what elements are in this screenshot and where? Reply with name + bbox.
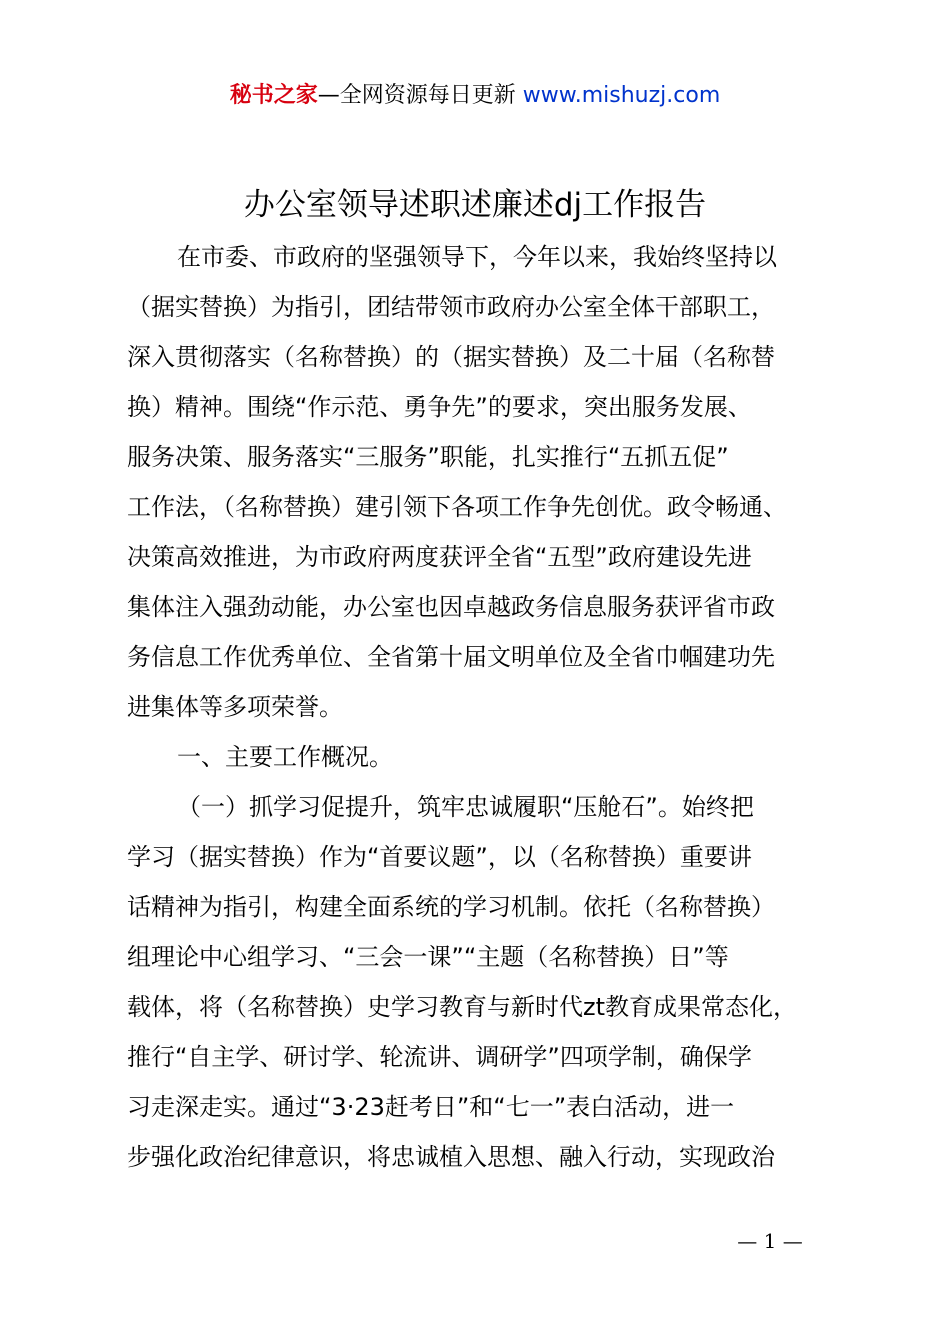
body-line: 推行“自主学、研讨学、轮流讲、调研学”四项学制，确保学 bbox=[127, 1043, 752, 1071]
site-url[interactable]: www.mishuzj.com bbox=[522, 83, 721, 108]
site-tagline: —全网资源每日更新 bbox=[317, 83, 523, 108]
document-title: 办公室领导述职述廉述dj工作报告 bbox=[243, 187, 707, 223]
body-line: 进集体等多项荣誉。 bbox=[127, 693, 343, 721]
body-line: 步强化政治纪律意识，将忠诚植入思想、融入行动，实现政治 bbox=[127, 1143, 775, 1171]
page-number: — 1 — bbox=[737, 1229, 803, 1253]
body-line: 组理论中心组学习、“三会一课”“主题（名称替换）日”等 bbox=[127, 943, 729, 971]
body-line: 服务决策、服务落实“三服务”职能，扎实推行“五抓五促” bbox=[127, 443, 729, 471]
body-line: 深入贯彻落实（名称替换）的（据实替换）及二十届（名称替 bbox=[127, 343, 775, 371]
body-line: 在市委、市政府的坚强领导下，今年以来，我始终坚持以 bbox=[177, 243, 777, 271]
document-body bbox=[127, 232, 837, 1182]
section-heading: 一、主要工作概况。 bbox=[177, 743, 393, 771]
body-line: 换）精神。围绕“作示范、勇争先”的要求，突出服务发展、 bbox=[127, 393, 752, 421]
body-line: 学习（据实替换）作为“首要议题”，以（名称替换）重要讲 bbox=[127, 843, 752, 871]
body-line: （据实替换）为指引，团结带领市政府办公室全体干部职工， bbox=[127, 293, 775, 321]
body-line: 习走深走实。通过“3·23赶考日”和“七一”表白活动，进一 bbox=[127, 1093, 735, 1121]
body-line: 务信息工作优秀单位、全省第十届文明单位及全省巾帼建功先 bbox=[127, 643, 775, 671]
body-line: 工作法，（名称替换）建引领下各项工作争先创优。政令畅通、 bbox=[127, 493, 787, 521]
body-line: 集体注入强劲动能，办公室也因卓越政务信息服务获评省市政 bbox=[127, 593, 775, 621]
site-header bbox=[0, 80, 950, 112]
body-line: 载体，将（名称替换）史学习教育与新时代zt教育成果常态化， bbox=[127, 993, 798, 1021]
body-line: 话精神为指引，构建全面系统的学习机制。依托（名称替换） bbox=[127, 893, 775, 921]
site-brand: 秘书之家 bbox=[229, 83, 318, 108]
body-line: （一）抓学习促提升，筑牢忠诚履职“压舱石”。始终把 bbox=[177, 793, 754, 821]
body-line: 决策高效推进，为市政府两度获评全省“五型”政府建设先进 bbox=[127, 543, 752, 571]
